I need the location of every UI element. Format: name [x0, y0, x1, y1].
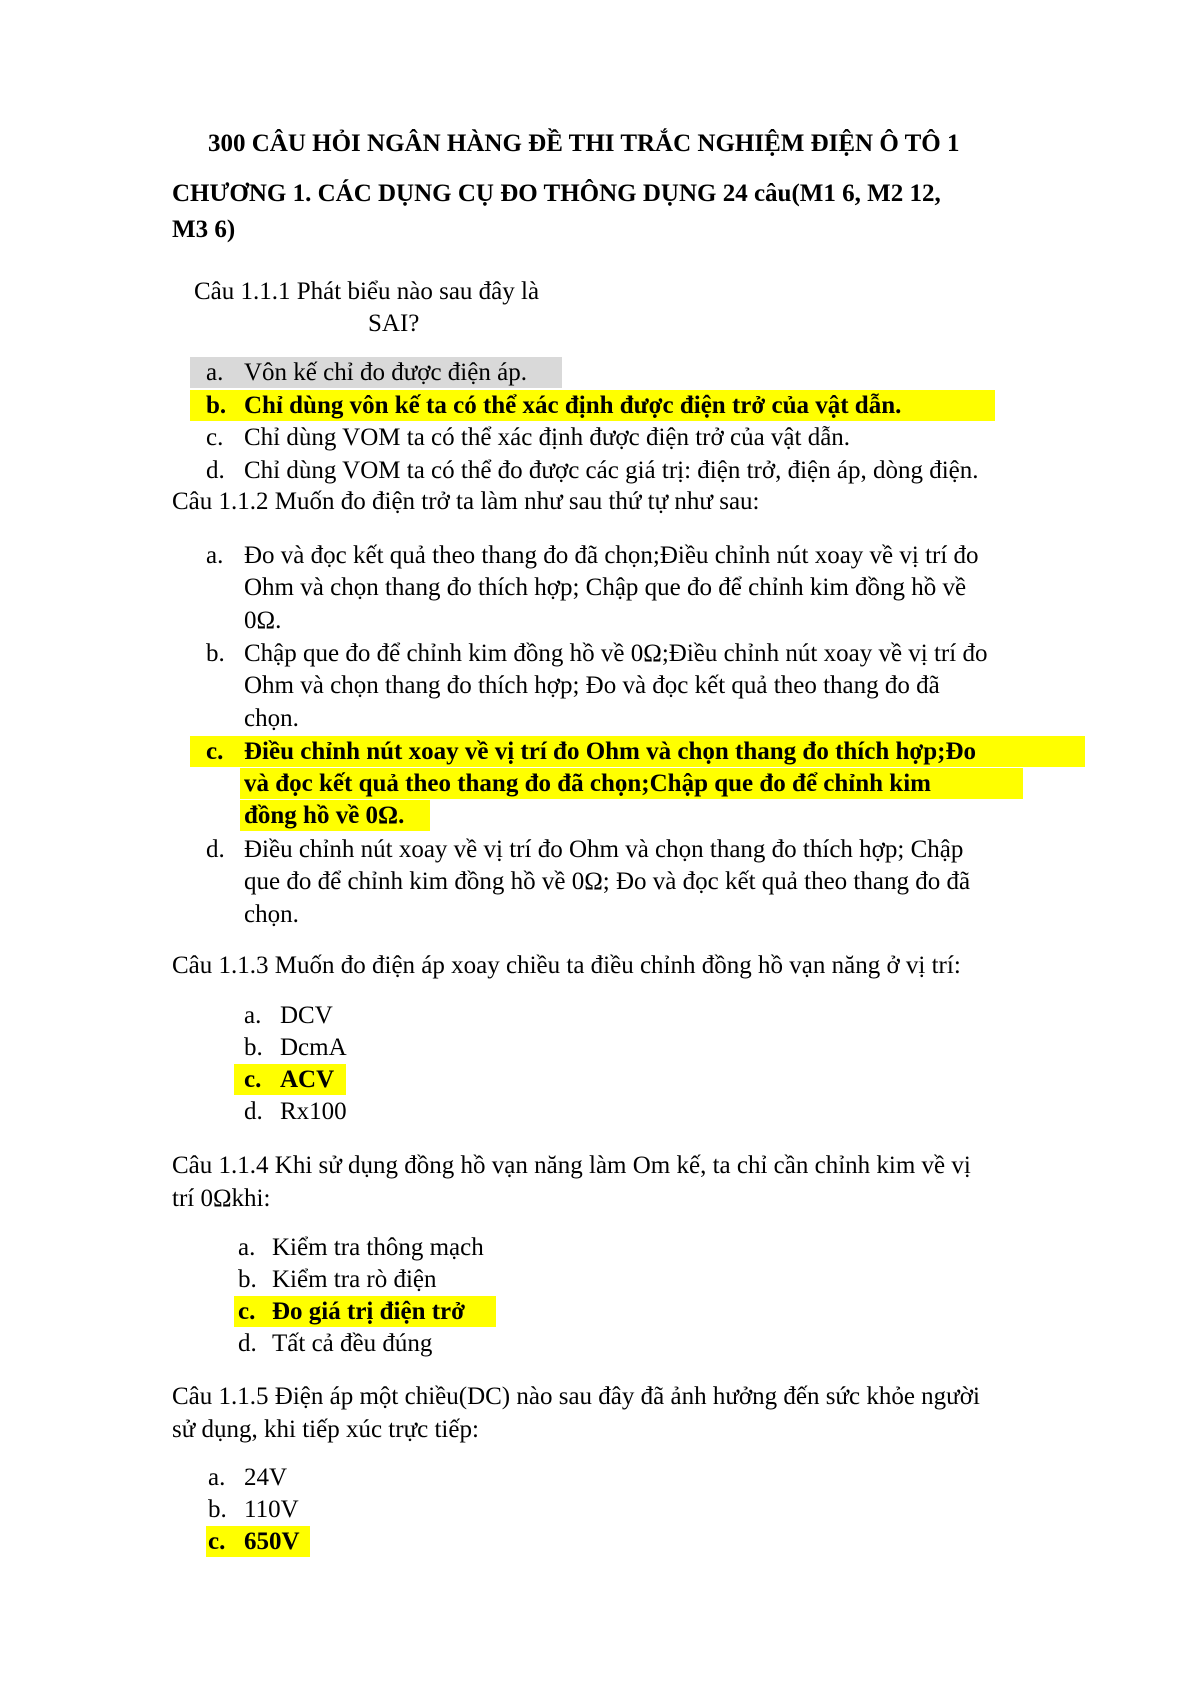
option-text: Kiểm tra rò điện	[272, 1266, 437, 1293]
option-marker: a.	[244, 1002, 262, 1029]
option-text: 650V	[244, 1528, 300, 1555]
document-title: 300 CÂU HỎI NGÂN HÀNG ĐỀ THI TRẮC NGHIỆM ĐIỆN Ô TÔ 1	[208, 130, 960, 157]
option-text: Ohm và chọn thang đo thích hợp; Chập que đo để chỉnh kim đồng hồ về	[244, 574, 967, 601]
option-marker: d.	[206, 836, 225, 863]
option-marker: d.	[238, 1330, 257, 1357]
option-marker: b.	[208, 1496, 227, 1523]
option-text: 0Ω.	[244, 607, 282, 634]
option-text: 24V	[244, 1464, 288, 1491]
option-text: chọn.	[244, 705, 299, 732]
option-text: Kiểm tra thông mạch	[272, 1234, 484, 1261]
option-marker: a.	[206, 359, 224, 386]
option-text: DcmA	[280, 1034, 347, 1061]
option-text: Chỉ dùng VOM ta có thể đo được các giá trị: điện trở, điện áp, dòng điện.	[244, 457, 979, 484]
question-text: SAI?	[368, 310, 420, 337]
option-marker: a.	[208, 1464, 226, 1491]
option-marker: b.	[206, 392, 227, 419]
option-text: Chỉ dùng VOM ta có thể xác định được điện trở của vật dẫn.	[244, 424, 851, 451]
option-marker: b.	[206, 640, 225, 667]
option-text: Vôn kế chỉ đo được điện áp.	[244, 359, 527, 386]
option-text: chọn.	[244, 901, 299, 928]
option-marker: d.	[206, 457, 225, 484]
option-marker: b.	[238, 1266, 257, 1293]
option-text: Điều chỉnh nút xoay về vị trí đo Ohm và chọn thang đo thích hợp;Đo	[244, 738, 977, 765]
option-text: Đo giá trị điện trở	[272, 1298, 465, 1325]
option-text: đồng hồ về 0Ω.	[244, 802, 405, 829]
question-text: sử dụng, khi tiếp xúc trực tiếp:	[172, 1416, 479, 1443]
option-marker: d.	[244, 1098, 263, 1125]
question-text: Câu 1.1.5 Điện áp một chiều(DC) nào sau đây đã ảnh hưởng đến sức khỏe người	[172, 1383, 980, 1410]
option-text: Đo và đọc kết quả theo thang đo đã chọn;Điều chỉnh nút xoay về vị trí đo	[244, 542, 979, 569]
option-text: DCV	[280, 1002, 333, 1029]
question-text: Câu 1.1.4 Khi sử dụng đồng hồ vạn năng làm Om kế, ta chỉ cần chỉnh kim về vị	[172, 1152, 971, 1179]
option-marker: c.	[206, 424, 224, 451]
option-text: Chập que đo để chỉnh kim đồng hồ về 0Ω;Điều chỉnh nút xoay về vị trí đo	[244, 640, 988, 667]
option-text: Điều chỉnh nút xoay về vị trí đo Ohm và chọn thang đo thích hợp; Chập	[244, 836, 964, 863]
option-text: ACV	[280, 1066, 335, 1093]
option-marker: a.	[206, 542, 224, 569]
option-text: Chỉ dùng vôn kế ta có thể xác định được điện trở của vật dẫn.	[244, 392, 902, 419]
question-text: Câu 1.1.1 Phát biểu nào sau đây là	[194, 278, 540, 305]
option-marker: c.	[208, 1528, 226, 1555]
option-text: Rx100	[280, 1098, 347, 1125]
option-text: và đọc kết quả theo thang đo đã chọn;Chập que đo để chỉnh kim	[244, 770, 931, 797]
option-text: que đo để chỉnh kim đồng hồ về 0Ω; Đo và đọc kết quả theo thang đo đã	[244, 868, 971, 895]
option-marker: a.	[238, 1234, 256, 1261]
option-marker: c.	[206, 738, 224, 765]
option-text: Tất cả đều đúng	[272, 1330, 433, 1357]
option-marker: c.	[238, 1298, 256, 1325]
option-marker: c.	[244, 1066, 262, 1093]
chapter-heading: M3 6)	[172, 216, 236, 243]
chapter-heading: CHƯƠNG 1. CÁC DỤNG CỤ ĐO THÔNG DỤNG 24 câu(M1 6, M2 12,	[172, 180, 941, 207]
question-text: Câu 1.1.2 Muốn đo điện trở ta làm như sau thứ tự như sau:	[172, 488, 760, 515]
option-text: Ohm và chọn thang đo thích hợp; Đo và đọc kết quả theo thang đo đã	[244, 672, 940, 699]
option-text: 110V	[244, 1496, 299, 1523]
option-marker: b.	[244, 1034, 263, 1061]
question-text: trí 0Ωkhi:	[172, 1185, 271, 1212]
question-text: Câu 1.1.3 Muốn đo điện áp xoay chiều ta điều chỉnh đồng hồ vạn năng ở vị trí:	[172, 952, 961, 979]
